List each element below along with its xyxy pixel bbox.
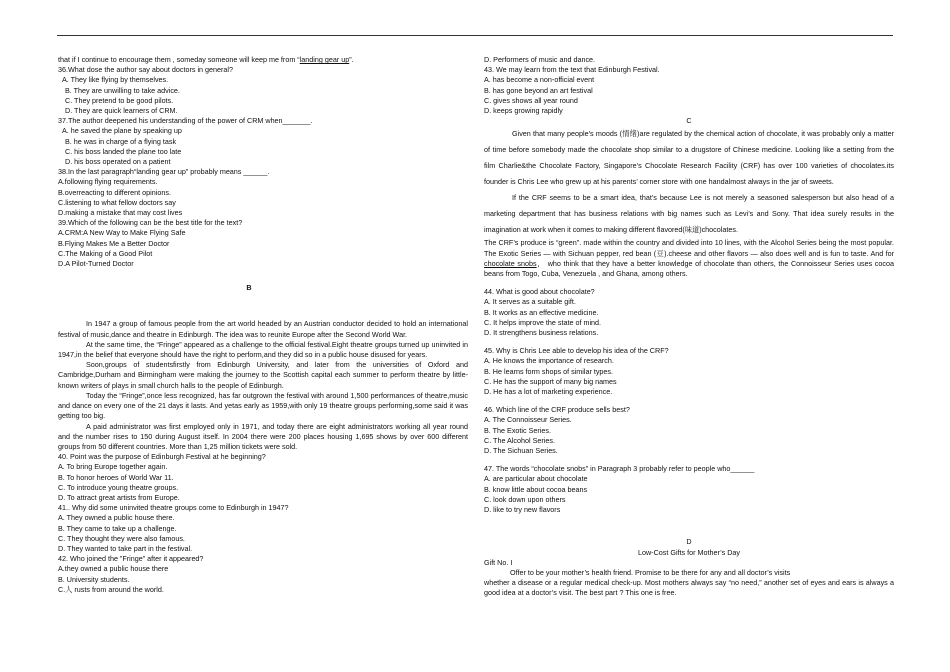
text-span: ”.	[349, 55, 354, 64]
gift-text-first-line: Offer to be your mother’s health friend. Promise to be there for any and all doctor’s visits	[510, 567, 791, 577]
question-41: 41.. Why did some uninvited theatre groups come to Edinburgh in 1947?	[58, 503, 289, 513]
text-span: that if I continue to encourage them , someday someone will keep me from “	[58, 55, 300, 64]
passage-b-paragraph: Soon,groups of studentsfirstly from Edinburgh University, and later from the universities of Oxford and Cambridge,Durham and Birmingham were making the journey to the Scottish capital each summer to perform theatre by little-known writers of plays in small church halls to the people of Edinburgh.	[58, 360, 468, 390]
option-line: D. He has a lot of marketing experience.	[484, 387, 613, 397]
option-line: B. They came to take up a challenge.	[58, 523, 177, 533]
question-36: 36.What dose the author say about doctors in general?	[58, 65, 234, 75]
option-line: A. It serves as a suitable gift.	[484, 297, 576, 307]
question-39: 39.Which of the following can be the best title for the text?	[58, 218, 243, 228]
header-rule	[57, 35, 893, 36]
option-line: D. To attract great artists from Europe.	[58, 492, 180, 502]
option-line: C.人 rusts from around the world.	[58, 584, 164, 594]
right-column	[484, 55, 894, 599]
option-line: A. They owned a public house there.	[58, 513, 175, 523]
option-line: B. It works as an effective medicine.	[484, 307, 599, 317]
option-line: A.CRM:A New Way to Make Flying Safe	[58, 228, 186, 238]
option-line: B. know little about cocoa beans	[484, 484, 588, 494]
option-line: B. he was in charge of a flying task	[65, 136, 177, 146]
option-line: A. They like flying by themselves.	[62, 75, 169, 85]
option-line: D.making a mistake that may cost lives	[58, 208, 183, 218]
option-line: B.Flying Makes Me a Better Doctor	[58, 238, 170, 248]
option-line: A. are particular about chocolate	[484, 474, 588, 484]
option-line: B. University students.	[58, 574, 130, 584]
option-line: D. It strengthens business relations.	[484, 328, 599, 338]
option-line: C. To introduce young theatre groups.	[58, 482, 179, 492]
passage-b-paragraph: Today the “Fringe”,once less recognized, has far outgrown the festival with around 1,500 performances of theatre,music and dance on every one of the 21 days it lasts. And yetas early as 1959,with only 19 theatre groups performing,some said it was getting too big.	[58, 390, 468, 421]
option-line: C.listening to what fellow doctors say	[58, 197, 176, 207]
passage-b-paragraph: At the same time, the “Fringe” appeared as a challenge to the official festival.Eight theatre groups turned up uninvited in 1947,in the belief that everyone should have the right to perform,and they did so in a public house disused for years.	[58, 339, 468, 360]
option-line: D.A Pilot-Turned Doctor	[58, 259, 134, 269]
passage-c-paragraph	[484, 238, 894, 279]
question-47: 47. The words “chocolate snobs” in Paragraph 3 probably refer to people who______	[484, 464, 755, 474]
option-line: D. like to try new flavors	[484, 505, 561, 515]
question-38: 38.In the last paragraph“landing gear up” probably means ______.	[58, 167, 270, 177]
left-column	[58, 55, 468, 595]
text-span: The CRF’s produce is “green”. made within the country and divided into 10 lines, with the Alcohol Series being the most popular. The Exotic Series — with Sichuan pepper, red bean (豆).cheese and other flavors — also does well and is fun to taste. And for	[484, 238, 894, 258]
option-line: D. The Sichuan Series.	[484, 446, 558, 456]
text-span: ， who think that they have a better knowledge of chocolate than others, the Connoisseur Series uses cocoa beans from Togo, Cuba, Venezuela , and Ghana, among others.	[484, 258, 894, 279]
option-line: C. his boss landed the plane too late	[65, 146, 182, 156]
question-46: 46. Which line of the CRF produce sells best?	[484, 405, 630, 415]
option-line: B. has gone beyond an art festival	[484, 85, 593, 95]
passage-c-paragraph: Given that many people’s moods (情绪)are regulated by the chemical action of chocolate, it was probably only a matter of time before somebody made the chocolate shop similar to a drugstore of Chinese medicine. Looking like a setting from the film Charlie&the Chocolate Factory, Singapore’s Chocolate Research Facility (CRF) has over 100 varieties of chocolates.its founder is Chris Lee who grew up at his parents’ corner store with one handalmost always in the jar of sweets.	[484, 129, 894, 187]
option-line: C. It helps improve the state of mind.	[484, 317, 602, 327]
underlined-phrase: chocolate snobs	[484, 258, 537, 268]
option-line: A. he saved the plane by speaking up	[62, 126, 182, 136]
option-line: A. He knows the importance of research.	[484, 356, 614, 366]
option-line: C. They thought they were also famous.	[58, 533, 185, 543]
option-line: A. has become a non-official event	[484, 75, 595, 85]
section-d-subtitle: Low-Cost Gifts for Mother’s Day	[638, 547, 740, 557]
option-line: D. his boss operated on a patient	[65, 157, 171, 167]
option-line: C. gives shows all year round	[484, 95, 578, 105]
text-line	[58, 55, 468, 65]
option-line: C. The Alcohol Series.	[484, 435, 555, 445]
section-b-title: B	[246, 283, 252, 293]
option-line: D. They wanted to take part in the festival.	[58, 543, 193, 553]
underlined-phrase: landing gear up	[299, 55, 350, 64]
option-line: A.following flying requirements.	[58, 177, 158, 187]
option-line: A. To bring Europe together again.	[58, 462, 168, 472]
option-line: C. look down upon others	[484, 494, 566, 504]
passage-c-paragraph: If the CRF seems to be a smart idea, that’s because Lee is not merely a seasoned salesperson but also head of a marketing department that has business relations with big names such as Levi’s and Sony. That idea surely results in the imagination at work when it comes to making different flavored(味道)chocolates.	[484, 193, 894, 235]
option-line: B. They are unwilling to take advice.	[65, 85, 180, 95]
option-line: B.overreacting to different opinions.	[58, 187, 171, 197]
option-line: D. keeps growing rapidly	[484, 106, 563, 116]
option-line: B. To honor heroes of World War 11.	[58, 472, 174, 482]
section-c-title: C	[686, 116, 692, 126]
question-40: 40. Point was the purpose of Edinburgh Festival at he beginning?	[58, 452, 266, 462]
section-d-title: D	[686, 537, 692, 547]
option-line: D. Performers of music and dance.	[484, 55, 596, 64]
question-45: 45. Why is Chris Lee able to develop his idea of the CRF?	[484, 346, 669, 356]
passage-b-paragraph: A paid administrator was first employed only in 1971, and today there are eight administrators working all year round and the number rises to 150 during August itself. In 2004 there were 200 places housing 1,695 shows by over 600 different groups from 50 different countries. More than 1,25 million tickets were sold.	[58, 421, 468, 451]
passage-b-paragraph: In 1947 a group of famous people from the art world headed by an Austrian conductor decided to hold an international festival of music,dance and theatre in Edinburgh. The idea was to reunite Europe after the Second World War.	[58, 319, 468, 339]
question-42: 42. Who joined the ”Fringe” after it appeared?	[58, 554, 204, 564]
option-line: A.they owned a public house there	[58, 564, 169, 574]
option-line: D. They are quick learners of CRM.	[65, 106, 178, 116]
question-43: 43. We may learn from the text that Edinburgh Festival.	[484, 65, 660, 75]
option-line: B. He learns form shops of similar types.	[484, 366, 614, 376]
option-line: C. He has the support of many big names	[484, 376, 617, 386]
option-line: B. The Exotic Series.	[484, 425, 551, 435]
option-line: C. They pretend to be good pilots.	[65, 95, 174, 105]
option-line: C.The Making of a Good Pilot	[58, 248, 153, 258]
gift-label: Gift No. I	[484, 557, 513, 567]
question-37: 37.The author deepened his understanding of the power of CRM when_______.	[58, 116, 313, 126]
option-line: A. The Connoisseur Series.	[484, 415, 572, 425]
question-44: 44. What is good about chocolate?	[484, 287, 595, 297]
gift-text-rest: whether a disease or a regular medical check-up. Most mothers always say “no need,” another set of eyes and ears is always a good idea at a doctor’s visit. The best part ? This one is free.	[484, 578, 894, 598]
